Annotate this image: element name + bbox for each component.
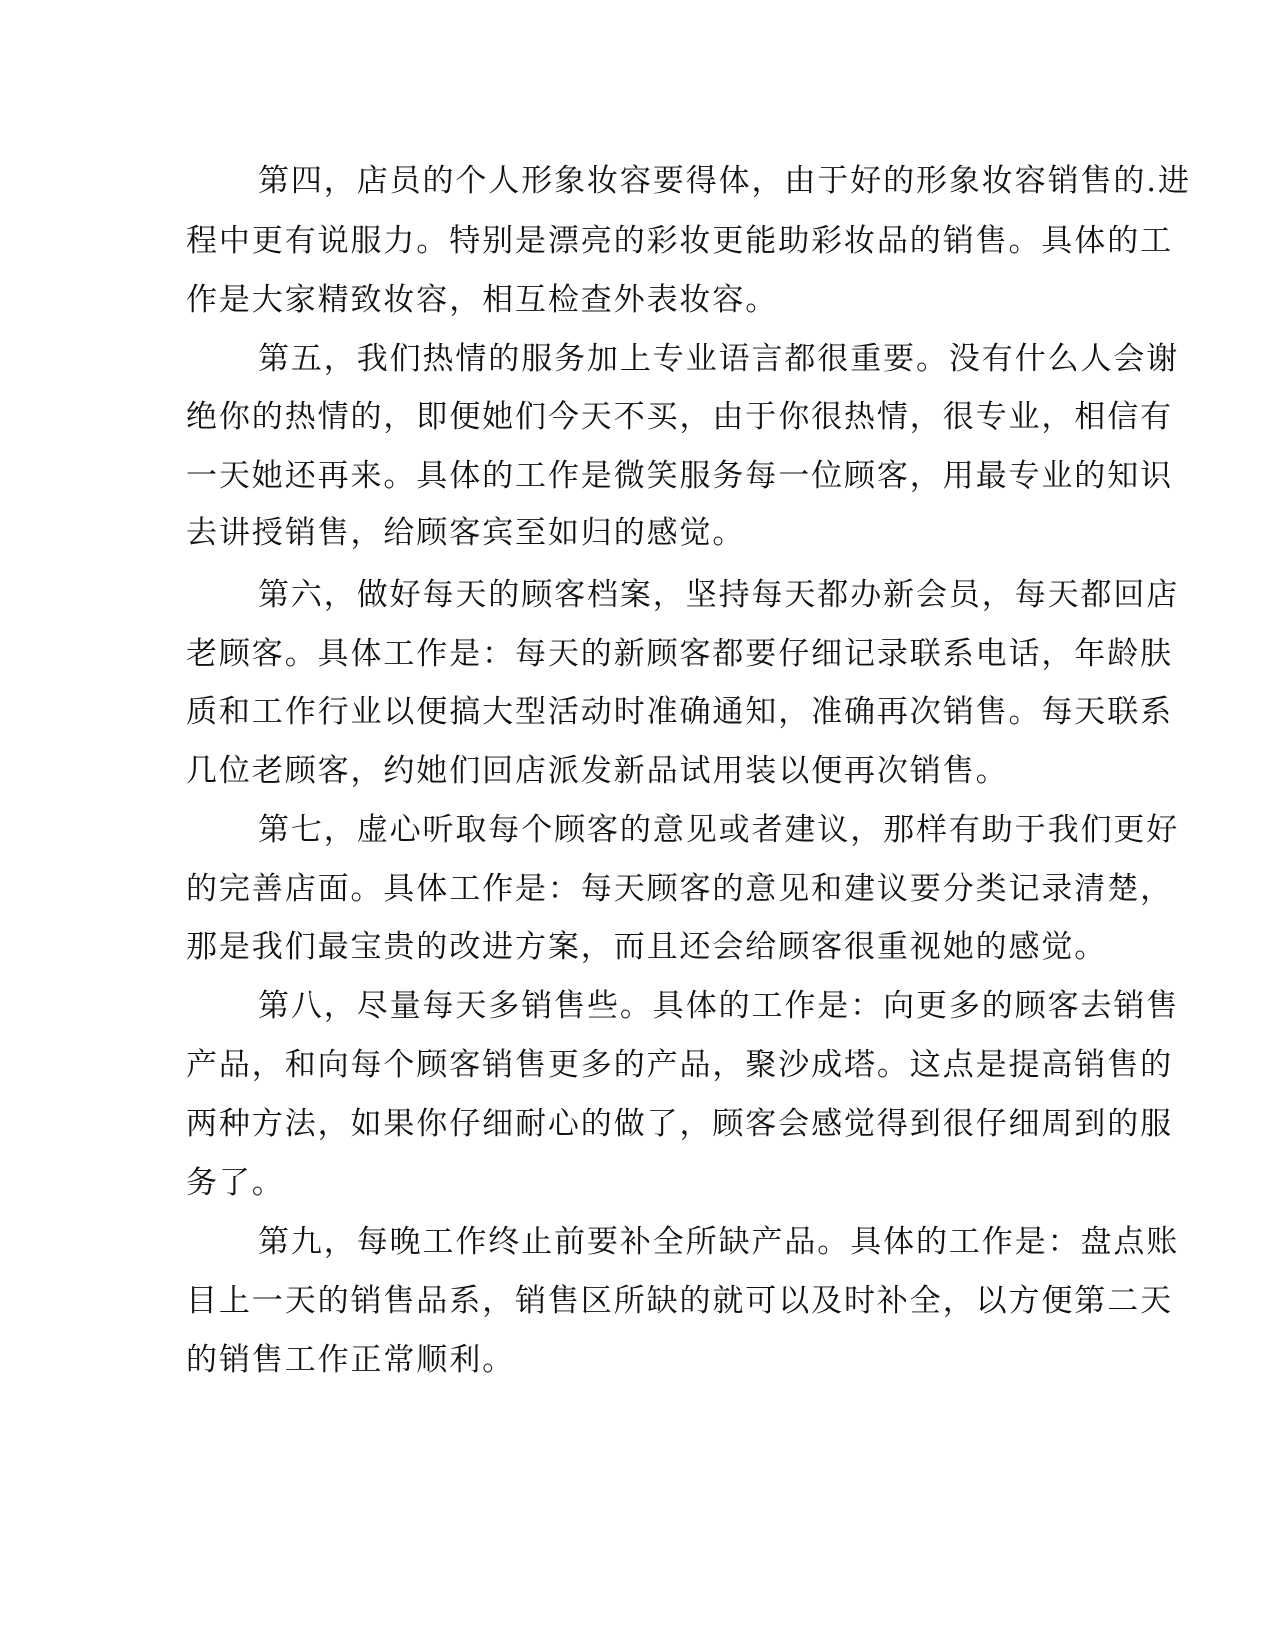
paragraph-line: 作是大家精致妆容，相互检查外表妆容。 [186, 282, 779, 318]
paragraph-line: 目上一天的销售品系，销售区所缺的就可以及时补全，以方便第二天 [186, 1283, 1173, 1319]
paragraph-line: 绝你的热情的，即便她们今天不买，由于你很热情，很专业，相信有 [186, 399, 1173, 435]
paragraph-line: 的完善店面。具体工作是：每天顾客的意见和建议要分类记录清楚， [186, 871, 1173, 907]
paragraph-line: 产品，和向每个顾客销售更多的产品，聚沙成塔。这点是提高销售的 [186, 1047, 1173, 1083]
paragraph-line: 两种方法，如果你仔细耐心的做了，顾客会感觉得到很仔细周到的服 [186, 1106, 1173, 1142]
paragraph-line: 那是我们最宝贵的改进方案，而且还会给顾客很重视她的感觉。 [186, 929, 1108, 965]
paragraph-line: 一天她还再来。具体的工作是微笑服务每一位顾客，用最专业的知识 [186, 458, 1173, 494]
paragraph-first-line: 第九，每晚工作终止前要补全所缺产品。具体的工作是：盘点账 [258, 1224, 1180, 1260]
paragraph-line: 程中更有说服力。特别是漂亮的彩妆更能助彩妆品的销售。具体的工 [186, 223, 1173, 259]
paragraph-line: 的销售工作正常顺利。 [186, 1342, 515, 1378]
paragraph-first-line: 第七，虚心听取每个顾客的意见或者建议，那样有助于我们更好 [258, 812, 1180, 848]
paragraph-first-line: 第四，店员的个人形象妆容要得体，由于好的形象妆容销售的.进 [258, 163, 1191, 199]
paragraph-line: 质和工作行业以便搞大型活动时准确通知，准确再次销售。每天联系 [186, 694, 1173, 730]
paragraph-line: 去讲授销售，给顾客宾至如归的感觉。 [186, 515, 746, 551]
paragraph-first-line: 第八，尽量每天多销售些。具体的工作是：向更多的顾客去销售 [258, 988, 1180, 1024]
paragraph-line: 几位老顾客，约她们回店派发新品试用装以便再次销售。 [186, 753, 1009, 789]
paragraph-line: 老顾客。具体工作是：每天的新顾客都要仔细记录联系电话，年龄肤 [186, 636, 1173, 672]
paragraph-line: 务了。 [186, 1165, 285, 1201]
paragraph-first-line: 第六，做好每天的顾客档案，坚持每天都办新会员，每天都回店 [258, 577, 1180, 613]
paragraph-first-line: 第五，我们热情的服务加上专业语言都很重要。没有什么人会谢 [258, 341, 1180, 377]
